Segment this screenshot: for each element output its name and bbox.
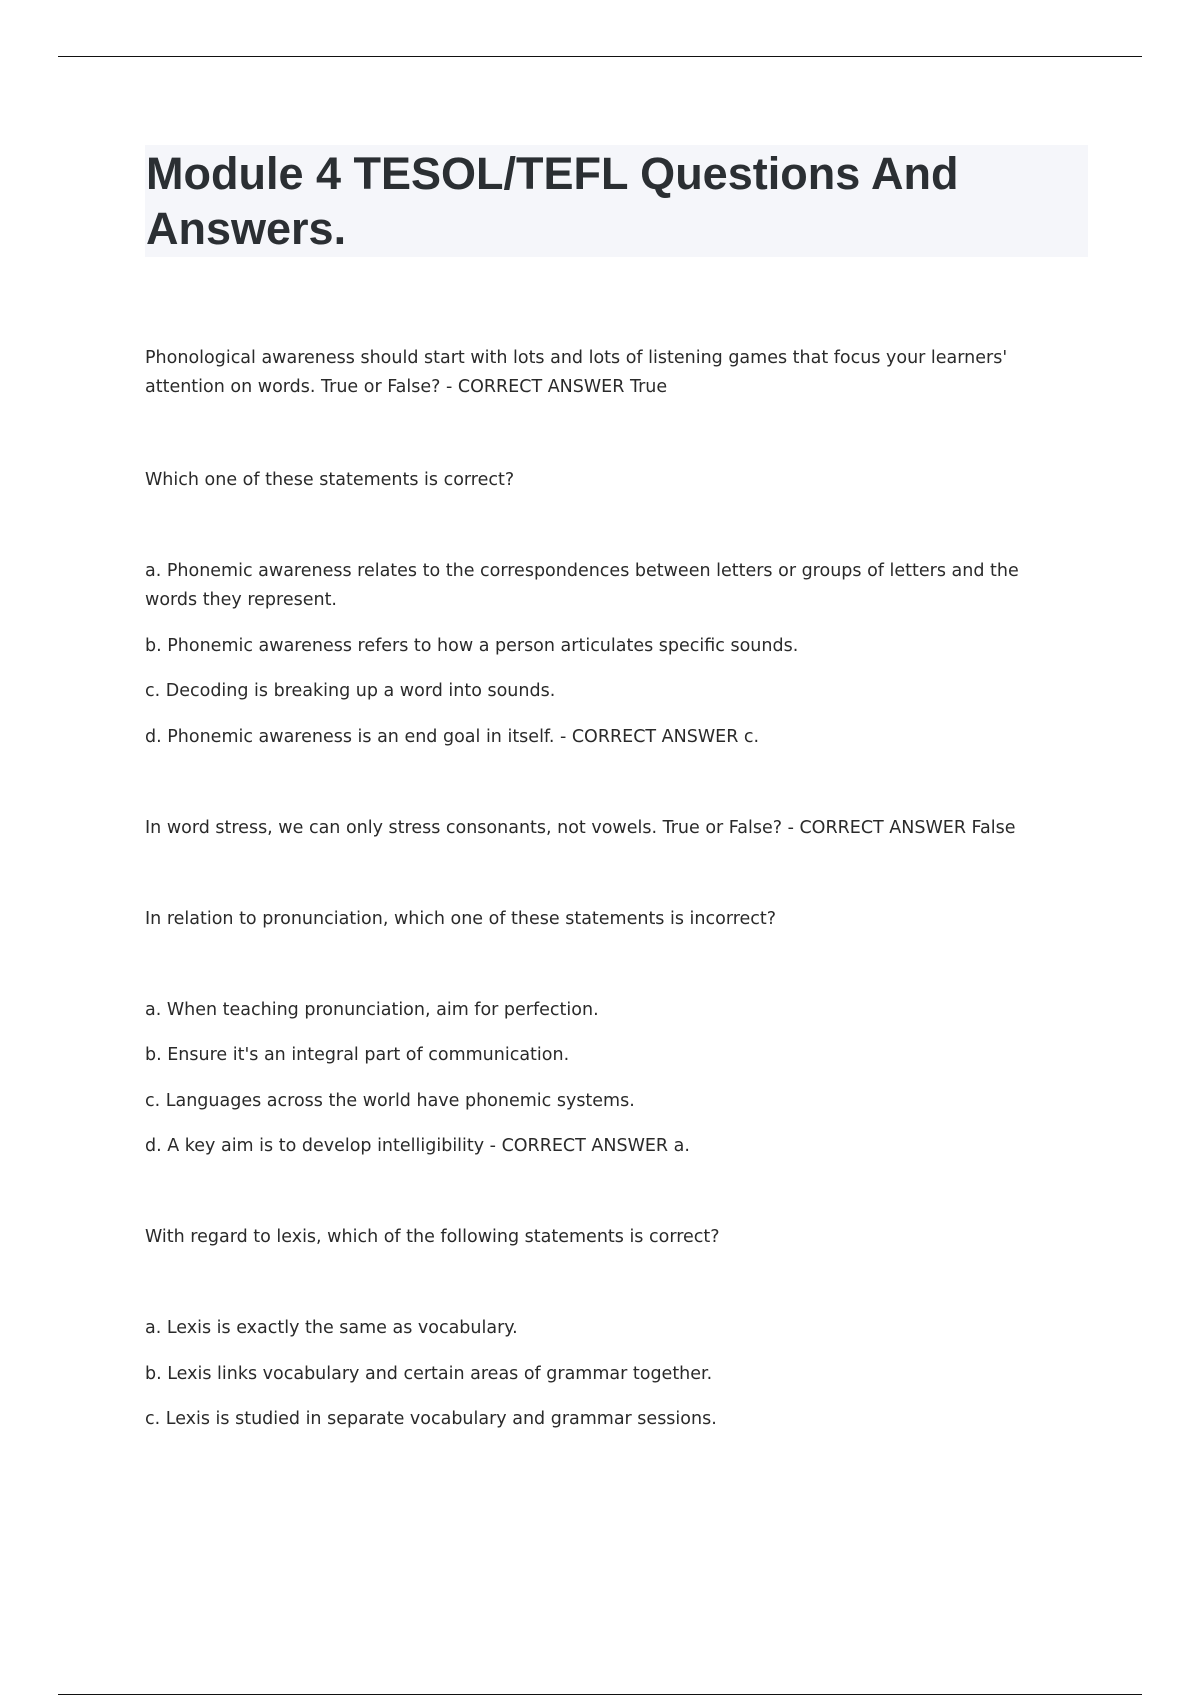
question-4-option-c: c. Languages across the world have phonemic systems.	[145, 1091, 635, 1111]
question-1: Phonological awareness should start with lots and lots of listening games that focus your learners' attention on words. True or False? - CORRECT ANSWER True	[145, 348, 1013, 397]
question-5: With regard to lexis, which of the following statements is correct?	[145, 1227, 720, 1247]
question-5-option-b: b. Lexis links vocabulary and certain areas of grammar together.	[145, 1364, 713, 1384]
question-2: Which one of these statements is correct?	[145, 470, 515, 490]
question-2-option-b: b. Phonemic awareness refers to how a person articulates specific sounds.	[145, 636, 799, 656]
question-4-option-d: d. A key aim is to develop intelligibility - CORRECT ANSWER a.	[145, 1136, 690, 1156]
question-2-option-d: d. Phonemic awareness is an end goal in itself. - CORRECT ANSWER c.	[145, 727, 760, 747]
bottom-rule	[58, 1694, 1142, 1695]
question-2-option-a: a. Phonemic awareness relates to the correspondences between letters or groups of letters and the words they represent.	[145, 561, 1025, 610]
question-4-option-a: a. When teaching pronunciation, aim for perfection.	[145, 1000, 599, 1020]
page-title: Module 4 TESOL/TEFL Questions And Answers.	[146, 148, 959, 254]
question-2-option-c: c. Decoding is breaking up a word into sounds.	[145, 681, 556, 701]
question-4-option-b: b. Ensure it's an integral part of communication.	[145, 1045, 570, 1065]
question-5-option-c: c. Lexis is studied in separate vocabulary and grammar sessions.	[145, 1409, 717, 1429]
question-4: In relation to pronunciation, which one of these statements is incorrect?	[145, 909, 777, 929]
question-5-option-a: a. Lexis is exactly the same as vocabulary.	[145, 1318, 518, 1338]
top-rule	[58, 56, 1142, 57]
question-3: In word stress, we can only stress consonants, not vowels. True or False? - CORRECT ANSWER False	[145, 818, 1016, 838]
